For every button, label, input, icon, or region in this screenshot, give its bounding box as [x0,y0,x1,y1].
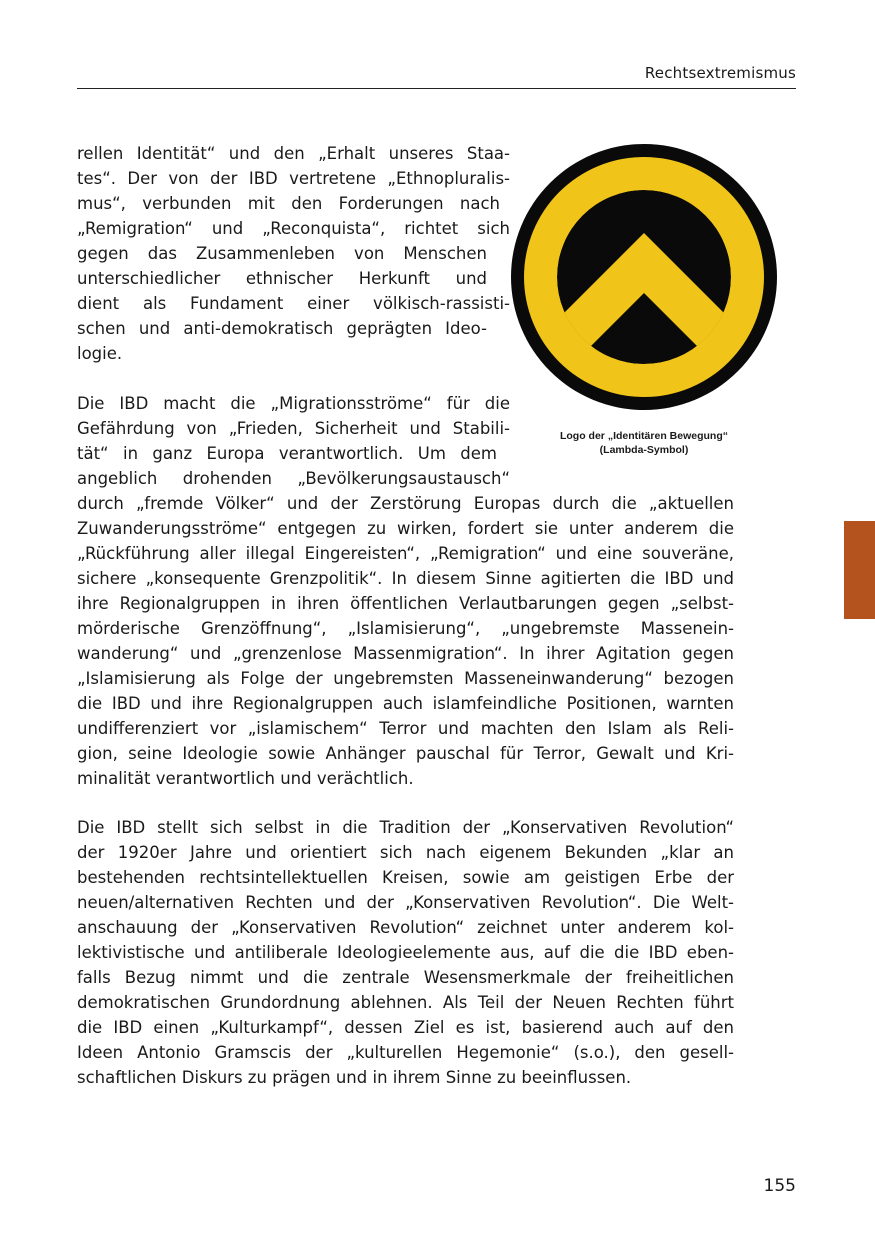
text-line: wanderung“ und „grenzenlose Massenmigration“. In ihrer Agitation gegen [77,644,734,663]
paragraph-2 [77,391,734,791]
text-line: Die IBD macht die „Migrationsströme“ für die [77,394,510,413]
text-line: sichere „konsequente Grenzpolitik“. In diesem Sinne agitierten die IBD und [77,569,734,588]
lambda-logo-icon [510,143,778,411]
caption-line: Logo der „Identitären Bewegung“ [559,430,728,442]
caption-line: (Lambda-Symbol) [599,444,689,456]
text-line: gegen das Zusammenleben von Menschen [77,244,487,263]
text-line: logie. [77,344,123,363]
text-line: anschauung der „Konservativen Revolution“ zeichnet unter anderem kol- [77,918,734,937]
text-line: die IBD einen „Kulturkampf“, dessen Ziel es ist, basierend auch auf den [77,1018,734,1037]
text-line: „Remigration“ und „Reconquista“, richtet sich [77,219,510,238]
text-line: mörderische Grenzöffnung“, „Islamisierung“, „ungebremste Massenein- [77,619,734,638]
text-line: tät“ in ganz Europa verantwortlich. Um dem [77,444,497,463]
text-line: schen und anti-demokratisch geprägten Ideo- [77,319,487,338]
text-line: „Rückführung aller illegal Eingereisten“, „Remigration“ und eine souveräne, [77,544,734,563]
text-line: minalität verantwortlich und verächtlich. [77,769,414,788]
text-line: Die IBD stellt sich selbst in die Tradition der „Konservativen Revolution“ [77,818,734,837]
paragraph-3 [77,815,734,1090]
header-title: Rechtsextremismus [644,64,796,82]
text-line: lektivistische und antiliberale Ideologieelemente aus, auf die die IBD eben- [77,943,734,962]
text-line: ihre Regionalgruppen in ihren öffentlichen Verlautbarungen gegen „selbst- [77,594,734,613]
text-line: angeblich drohenden „Bevölkerungsaustausch“ [77,469,510,488]
text-line: dient als Fundament einer völkisch-rassisti- [77,294,510,313]
running-header [77,60,796,89]
text-line: durch „fremde Völker“ und der Zerstörung Europas durch die „aktuellen [77,494,734,513]
text-line: schaftlichen Diskurs zu prägen und in ihrem Sinne zu beeinflussen. [77,1068,632,1087]
text-line: Zuwanderungsströme“ entgegen zu wirken, fordert sie unter anderem die [77,519,734,538]
text-line: der 1920er Jahre und orientiert sich nach eigenem Bekunden „klar an [77,843,734,862]
text-line: demokratischen Grundordnung ablehnen. Als Teil der Neuen Rechten führt [77,993,734,1012]
text-line: neuen/alternativen Rechten und der „Konservativen Revolution“. Die Welt- [77,893,734,912]
text-line: undifferenziert vor „islamischem“ Terror und machten den Islam als Reli- [77,719,734,738]
text-line: tes“. Der von der IBD vertretene „Ethnopluralis- [77,169,510,188]
text-line: Gefährdung von „Frieden, Sicherheit und Stabili- [77,419,510,438]
text-line: rellen Identität“ und den „Erhalt unseres Staa- [77,144,510,163]
text-line: „Islamisierung als Folge der ungebremsten Masseneinwanderung“ bezogen [77,669,734,688]
text-line: gion, seine Ideologie sowie Anhänger pauschal für Terror, Gewalt und Kri- [77,744,734,763]
page-number: 155 [763,1176,796,1196]
text-line: falls Bezug nimmt und die zentrale Wesensmerkmale der freiheitlichen [77,968,734,987]
text-line: Ideen Antonio Gramscis der „kulturellen Hegemonie“ (s.o.), den gesell- [77,1043,734,1062]
text-line: bestehenden rechtsintellektuellen Kreisen, sowie am geistigen Erbe der [77,868,734,887]
text-line: die IBD und ihre Regionalgruppen auch islamfeindliche Positionen, warnten [77,694,734,713]
paragraph-1 [77,141,510,366]
text-line: mus“, verbunden mit den Forderungen nach [77,194,500,213]
text-line: unterschiedlicher ethnischer Herkunft und [77,269,487,288]
chapter-tab-marker [844,521,875,619]
